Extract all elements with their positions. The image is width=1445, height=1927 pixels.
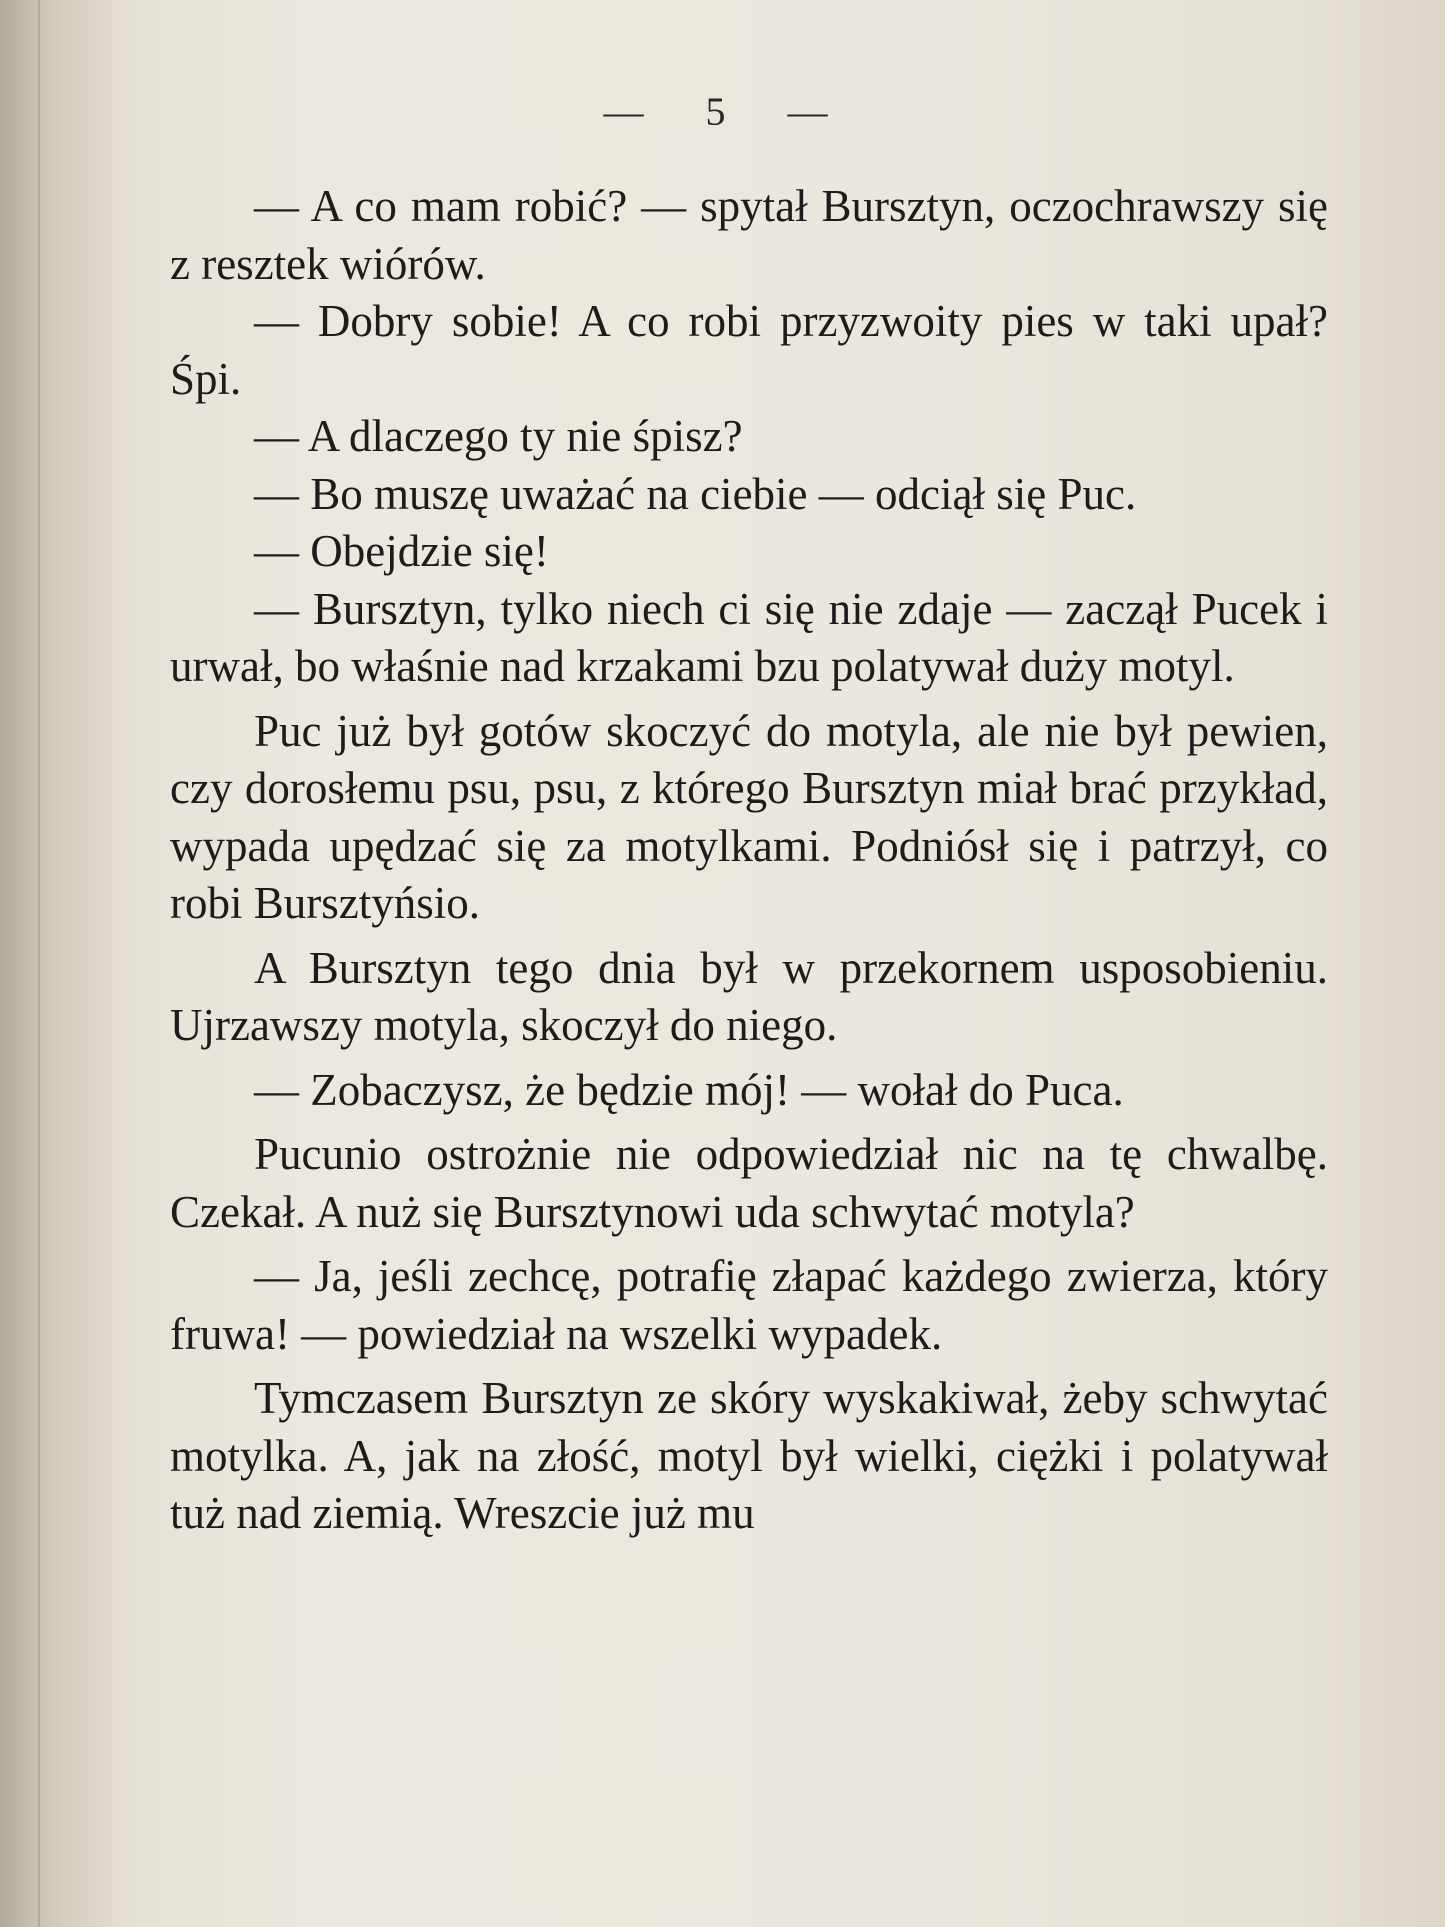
paragraph: — Zobaczysz, że będzie mój! — wołał do Puca. [254,1064,1124,1115]
page-number: — 5 — [603,89,842,134]
body-text [170,178,1328,1543]
binding-edge [38,0,40,1927]
paragraph: Puc już był gotów skoczyć do motyla, ale nie był pewien, czy dorosłemu psu, psu, z którego Bursztyn miał brać przykład, wypada upędzać się za motylkami. Podniósł się i patrzył, co robi Bursztyńsio. [170,705,1328,928]
binding-shadow [0,0,165,1927]
paragraph: Tymczasem Bursztyn ze skóry wyskakiwał, żeby schwytać motylka. A, jak na złość, motyl był wielki, ciężki i polatywał tuż nad ziemią. Wreszcie już mu [170,1373,1328,1538]
paragraph: — Bo muszę uważać na ciebie — odciął się Puc. [254,468,1137,519]
paragraph: — A dlaczego ty nie śpisz? [254,411,743,461]
paragraph: — A co mam robić? — spytał Bursztyn, oczochrawszy się z resztek wiórów. [170,181,1328,289]
paragraph: Pucunio ostrożnie nie odpowiedział nic na tę chwalbę. Czekał. A nuż się Bursztynowi uda schwytać motyla? [170,1129,1328,1237]
paragraph: A Bursztyn tego dnia był w przekornem usposobieniu. Ujrzawszy motyla, skoczył do niego. [170,942,1328,1050]
paragraph: — Obejdzie się! [254,526,549,576]
paragraph: — Dobry sobie! A co robi przyzwoity pies w taki upał? Śpi. [170,296,1328,404]
paragraph: — Bursztyn, tylko niech ci się nie zdaje — zaczął Pucek i urwał, bo właśnie nad krzakami bzu polatywał duży motyl. [170,583,1328,691]
paragraph: — Ja, jeśli zechcę, potrafię złapać każdego zwierza, który fruwa! — powiedział na wszelki wypadek. [170,1251,1328,1359]
